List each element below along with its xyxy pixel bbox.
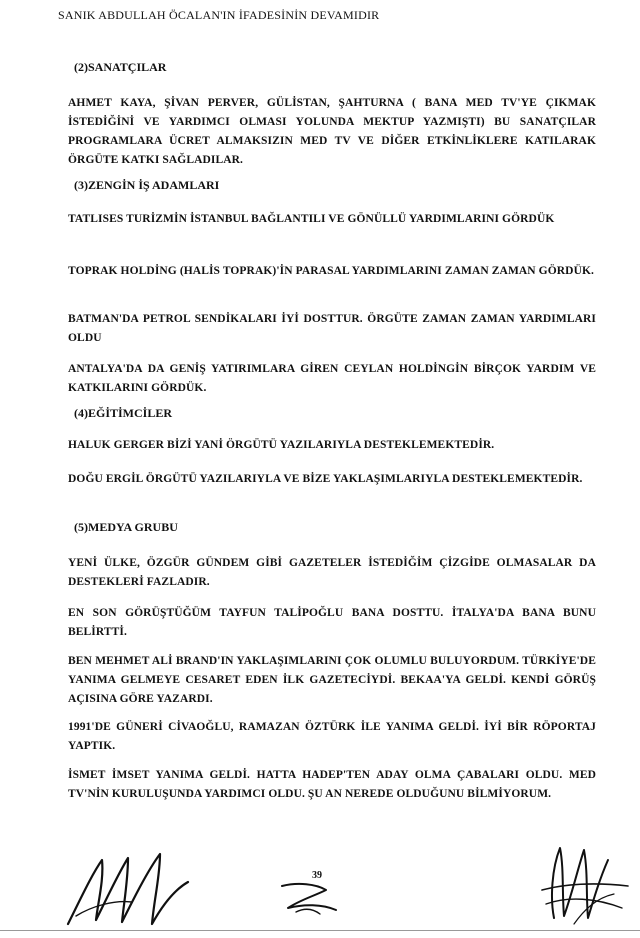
document-header: SANIK ABDULLAH ÖCALAN'IN İFADESİNİN DEVAMIDIR — [58, 8, 380, 22]
section-heading-sanatcilar: (2)SANATÇILAR — [74, 60, 167, 74]
section-heading-medya-grubu: (5)MEDYA GRUBU — [74, 520, 178, 534]
left-signature — [62, 840, 202, 930]
paragraph: TOPRAK HOLDİNG (HALİS TOPRAK)'İN PARASAL YARDIMLARINI ZAMAN ZAMAN GÖRDÜK. — [68, 265, 595, 277]
paragraph: HALUK GERGER BİZİ YANİ ÖRGÜTÜ YAZILARIYLA DESTEKLEMEKTEDİR. — [68, 439, 495, 451]
section-heading-zengin-is-adamlari: (3)ZENGİN İŞ ADAMLARI — [74, 178, 220, 192]
page-bottom-divider — [0, 930, 640, 931]
paragraph: AHMET KAYA, ŞİVAN PERVER, GÜLİSTAN, ŞAHTURNA ( BANA MED TV'YE ÇIKMAK İSTEDİĞİNİ VE YARDIMCI OLMASI YOLUNDA MEKTUP YAZMIŞTI) BU SANATÇILAR PROGRAMLARA ÜCRET ALMAKSIZIN MED TV VE DİĞER ETKİNLİKLERE KATILARAK ÖRGÜTE KATKI SAĞLADILAR. — [68, 97, 596, 166]
center-signature — [276, 872, 346, 922]
paragraph: BATMAN'DA PETROL SENDİKALARI İYİ DOSTTUR. ÖRGÜTE ZAMAN ZAMAN YARDIMLARI OLDU — [68, 313, 596, 344]
paragraph: 1991'DE GÜNERİ CİVAOĞLU, RAMAZAN ÖZTÜRK İLE YANIMA GELDİ. İYİ BİR RÖPORTAJ YAPTIK. — [68, 721, 596, 752]
right-signature — [534, 838, 634, 928]
paragraph: BEN MEHMET ALİ BRAND'IN YAKLAŞIMLARINI ÇOK OLUMLU BULUYORDUM. TÜRKİYE'DE YANIMA GELMEYE CESARET EDEN İLK GAZETECİYDİ. BEKAA'YA GELDİ. KENDİ GÖRÜŞ AÇISINA GÖRE YAZARDI. — [68, 655, 596, 705]
page-number: 39 — [312, 870, 322, 881]
paragraph: DOĞU ERGİL ÖRGÜTÜ YAZILARIYLA VE BİZE YAKLAŞIMLARIYLA DESTEKLEMEKTEDİR. — [68, 473, 583, 485]
section-heading-egitimciler: (4)EĞİTİMCİLER — [74, 406, 173, 420]
paragraph: TATLISES TURİZMİN İSTANBUL BAĞLANTILI VE GÖNÜLLÜ YARDIMLARINI GÖRDÜK — [68, 213, 555, 225]
paragraph: ANTALYA'DA DA GENİŞ YATIRIMLARA GİREN CEYLAN HOLDİNGİN BİRÇOK YARDIM VE KATKILARINI GÖRDÜK. — [68, 363, 596, 394]
paragraph: YENİ ÜLKE, ÖZGÜR GÜNDEM GİBİ GAZETELER İSTEDİĞİM ÇİZGİDE OLMASALAR DA DESTEKLERİ FAZLADIR. — [68, 557, 596, 588]
paragraph: İSMET İMSET YANIMA GELDİ. HATTA HADEP'TEN ADAY OLMA ÇABALARI OLDU. MED TV'NİN KURULUŞUNDA YARDIMCI OLDU. ŞU AN NEREDE OLDUĞUNU BİLMİYORUM. — [68, 769, 596, 800]
paragraph: EN SON GÖRÜŞTÜĞÜM TAYFUN TALİPOĞLU BANA DOSTTU. İTALYA'DA BANA BUNU BELİRTTİ. — [68, 607, 596, 638]
